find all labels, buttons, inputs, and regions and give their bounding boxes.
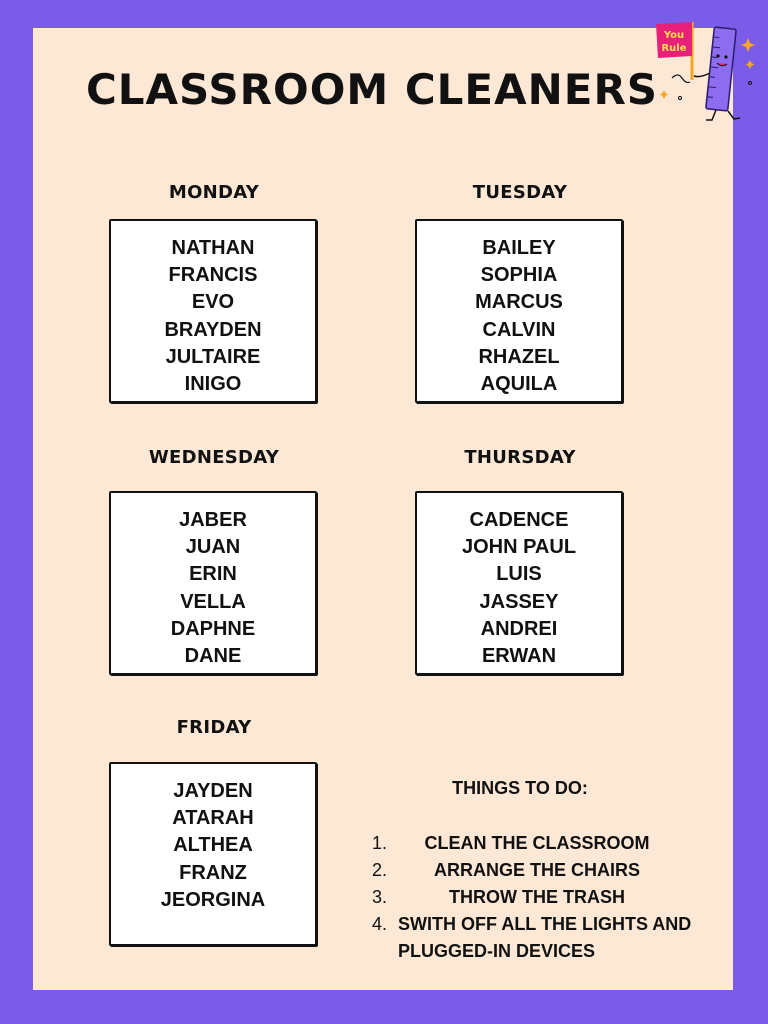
list-item: DANE [184,645,242,668]
roster-box-friday [109,762,317,946]
list-item: ATARAH [172,807,254,830]
day-label-monday: MONDAY [168,182,260,203]
todo-text: THROW THE TRASH [449,887,625,907]
todo-number: 1. [372,833,388,853]
list-item: JUAN [185,536,241,559]
list-item: LUIS [496,563,542,586]
list-item: ALTHEA [173,834,253,857]
ruler-mascot-icon [650,18,762,128]
day-label-friday: FRIDAY [176,717,252,738]
todo-list [372,830,692,965]
flag [656,22,692,80]
roster-box-thursday [415,491,623,675]
todo-item [372,857,692,884]
list-item: JASSEY [479,590,559,613]
todo-item [372,830,692,857]
list-item: JABER [179,509,247,531]
flag-text-2: Rule [661,43,687,54]
day-label-tuesday: TUESDAY [472,182,568,203]
list-item: VELLA [180,590,246,613]
day-label-wednesday: WEDNESDAY [148,447,280,468]
todo-number: 4. [372,914,388,934]
list-item: CADENCE [469,509,569,531]
roster-box-monday [109,219,317,403]
page-title: CLASSROOM CLEANERS [85,65,659,114]
name-list [111,493,315,670]
todo-number: 2. [372,860,388,880]
list-item: CALVIN [482,318,556,341]
list-item: NATHAN [171,237,255,259]
list-item: JAYDEN [173,780,253,802]
list-item: MARCUS [475,291,563,314]
name-list [417,221,621,398]
list-item: BRAYDEN [164,318,262,341]
list-item: RHAZEL [478,345,560,368]
flag-text-1: You [663,30,685,41]
list-item: EVO [191,291,235,314]
todo-heading: THINGS TO DO: [452,778,588,798]
list-item: FRANZ [179,861,247,884]
day-label-thursday: THURSDAY [464,447,576,468]
roster-box-wednesday [109,491,317,675]
name-list [111,221,315,398]
todo-item [372,884,692,911]
list-item: ERIN [189,563,237,586]
list-item: JULTAIRE [165,345,261,368]
todo-number: 3. [372,887,388,907]
roster-box-tuesday [415,219,623,403]
list-item: SOPHIA [480,264,558,287]
list-item: DAPHNE [170,617,256,640]
list-item: JOHN PAUL [461,536,577,559]
list-item: ANDREI [480,617,558,640]
list-item: ERWAN [481,645,557,668]
list-item: BAILEY [482,237,556,259]
name-list [111,764,315,914]
todo-text: ARRANGE THE CHAIRS [433,860,640,880]
ruler-body [694,27,740,120]
todo-item [372,911,692,965]
list-item: FRANCIS [168,264,258,287]
todo-text: CLEAN THE CLASSROOM [424,833,650,853]
todo-text: SWITH OFF ALL THE LIGHTS AND PLUGGED-IN DEVICES [398,914,692,961]
list-item: INIGO [184,373,242,396]
list-item: AQUILA [480,373,558,396]
list-item: JEORGINA [160,888,266,911]
name-list [417,493,621,670]
